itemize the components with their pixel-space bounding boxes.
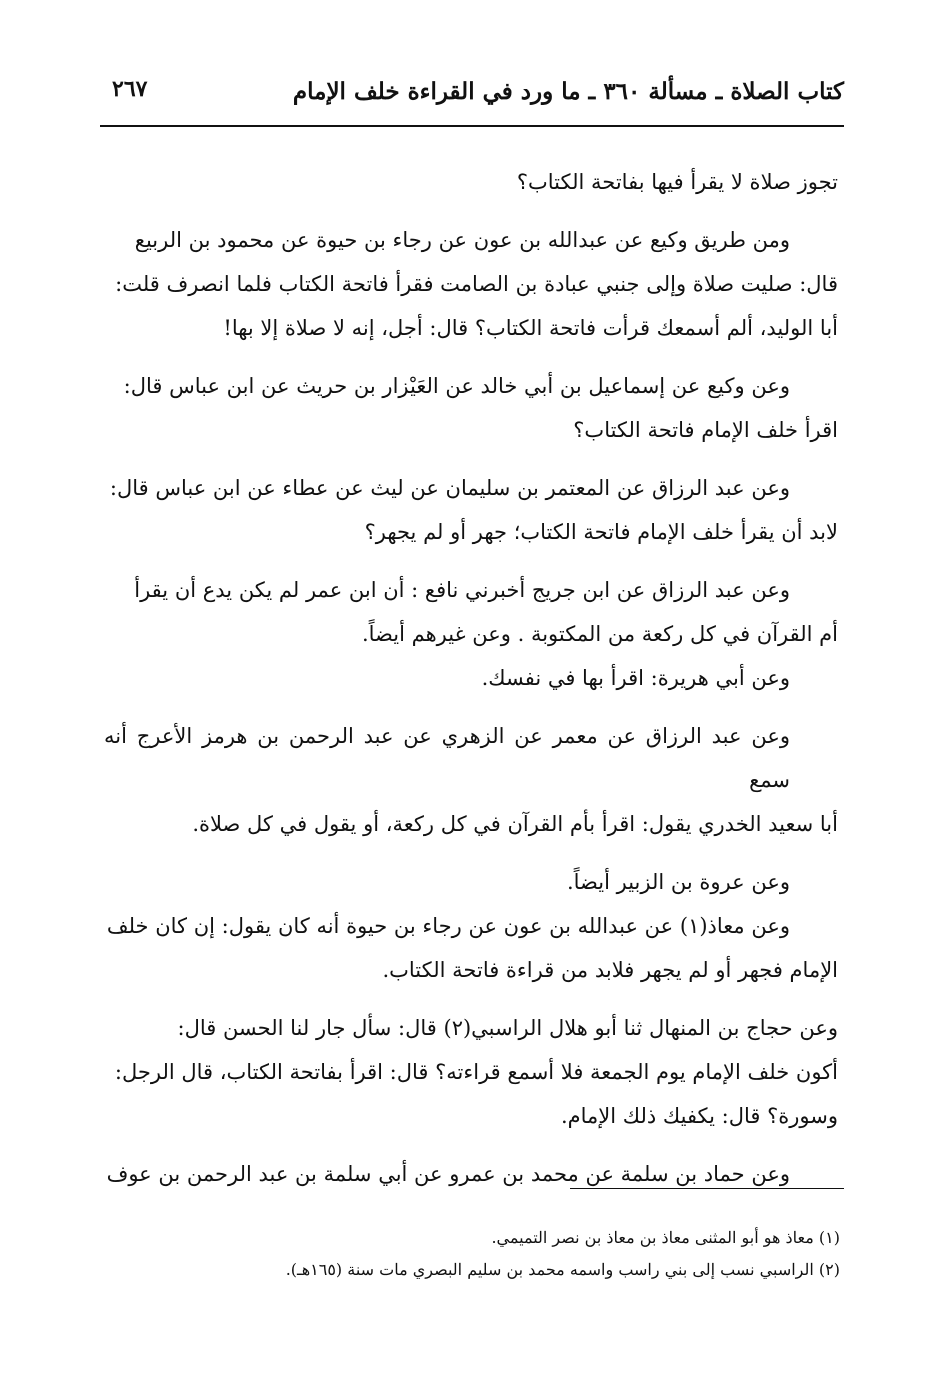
text-line: أكون خلف الإمام يوم الجمعة فلا أسمع قراءته؟ قال: اقرأ بفاتحة الكتاب، قال الرجل: <box>114 1060 838 1084</box>
paragraph <box>104 466 838 554</box>
page-number: ٢٦٧ <box>112 76 148 102</box>
header-divider <box>100 125 844 127</box>
text-line: وسورة؟ قال: يكفيك ذلك الإمام. <box>560 1104 838 1128</box>
text-line: وعن عبد الرزاق عن معمر عن الزهري عن عبد الرحمن بن هرمز الأعرج أنه سمع <box>104 724 790 792</box>
text-line: ومن طريق وكيع عن عبدالله بن عون عن رجاء بن حيوة عن محمود بن الربيع <box>134 228 790 252</box>
paragraph <box>104 904 838 992</box>
paragraph <box>104 1006 838 1138</box>
paragraph <box>104 218 838 350</box>
text-line: وعن عروة بن الزبير أيضاً. <box>566 870 790 894</box>
text-line: وعن أبي هريرة: اقرأ بها في نفسك. <box>481 666 790 690</box>
text-line: وعن عبد الرزاق عن ابن جريج أخبرني نافع : أن ابن عمر لم يكن يدع أن يقرأ <box>134 578 790 602</box>
paragraph <box>104 1152 838 1196</box>
paragraph <box>104 860 838 904</box>
text-line: أبا سعيد الخدري يقول: اقرأ بأم القرآن في كل ركعة، أو يقول في كل صلاة. <box>192 812 838 836</box>
text-line: وعن حجاج بن المنهال ثنا أبو هلال الراسبي(٢) قال: سأل جار لنا الحسن قال: <box>177 1016 838 1040</box>
text-line: وعن حماد بن سلمة عن محمد بن عمرو عن أبي سلمة بن عبد الرحمن بن عوف <box>106 1162 790 1186</box>
text-line: وعن عبد الرزاق عن المعتمر بن سليمان عن ليث عن عطاء عن ابن عباس قال: <box>109 476 790 500</box>
footnote-divider <box>570 1188 844 1189</box>
paragraph <box>104 364 838 452</box>
main-text <box>104 160 838 1210</box>
text-line: تجوز صلاة لا يقرأ فيها بفاتحة الكتاب؟ <box>516 170 838 194</box>
text-line: وعن معاذ(١) عن عبدالله بن عون عن رجاء بن حيوة أنه كان يقول: إن كان خلف <box>106 914 790 938</box>
text-line: أم القرآن في كل ركعة من المكتوبة . وعن غيرهم أيضاً. <box>361 622 838 646</box>
paragraph <box>104 568 838 656</box>
text-line: وعن وكيع عن إسماعيل بن أبي خالد عن العَيْزار بن حريث عن ابن عباس قال: <box>123 374 790 398</box>
paragraph <box>104 656 838 700</box>
footnotes <box>104 1222 840 1286</box>
footnote: (٢) الراسبي نسب إلى بني راسب واسمه محمد بن سليم البصري مات سنة (١٦٥هـ). <box>285 1260 840 1279</box>
text-line: اقرأ خلف الإمام فاتحة الكتاب؟ <box>573 418 838 442</box>
footnote: (١) معاذ هو أبو المثنى معاذ بن معاذ بن نصر التميمي. <box>491 1228 840 1247</box>
text-line: لابد أن يقرأ خلف الإمام فاتحة الكتاب؛ جهر أو لم يجهر؟ <box>364 520 838 544</box>
text-line: الإمام فجهر أو لم يجهر فلابد من قراءة فاتحة الكتاب. <box>382 958 838 982</box>
text-line: قال: صليت صلاة وإلى جنبي عبادة بن الصامت فقرأ فاتحة الكتاب فلما انصرف قلت: <box>115 272 838 296</box>
running-title: كتاب الصلاة ـ مسألة ٣٦٠ ـ ما ورد في القراءة خلف الإمام <box>292 78 844 105</box>
paragraph <box>104 160 838 204</box>
page-header <box>100 66 844 126</box>
text-line: أبا الوليد، ألم أسمعك قرأت فاتحة الكتاب؟ قال: أجل، إنه لا صلاة إلا بها! <box>223 316 838 340</box>
paragraph <box>104 714 838 846</box>
